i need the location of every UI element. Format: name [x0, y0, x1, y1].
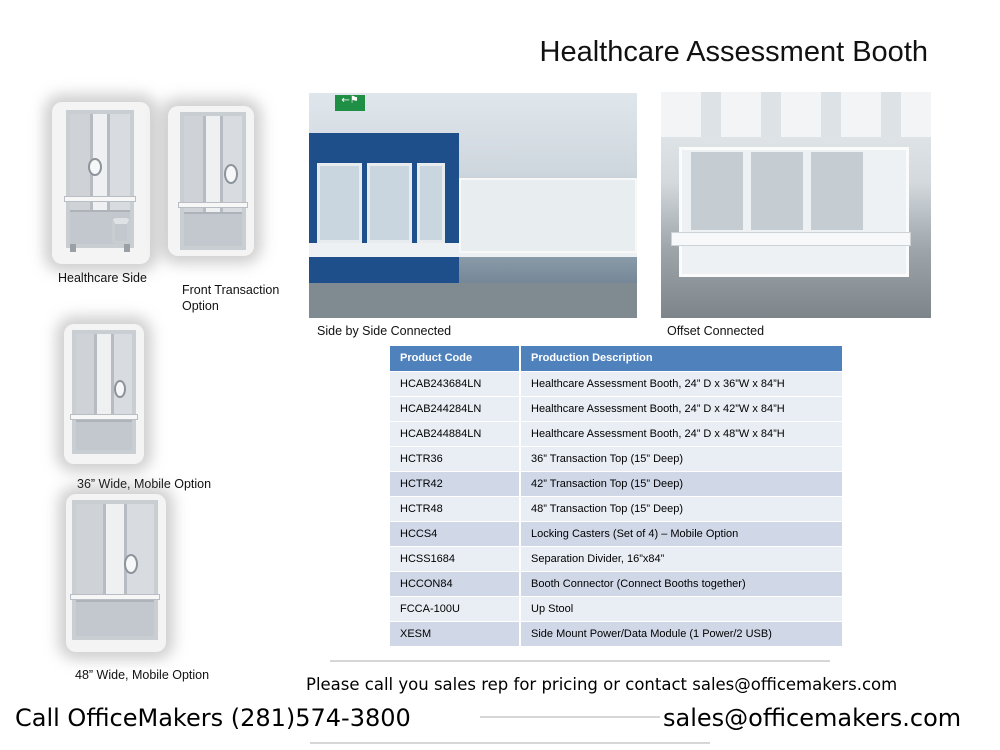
table-row [390, 371, 843, 396]
product-description: 48” Transaction Top (15” Deep) [520, 496, 843, 521]
caption-offset: Offset Connected [667, 324, 765, 338]
caption-36-wide: 36” Wide, Mobile Option [77, 477, 212, 491]
ghost-line [480, 716, 660, 718]
table-row [390, 471, 843, 496]
caption-front-transaction-line2: Option [182, 299, 219, 313]
table-header-row [390, 346, 843, 371]
product-description: Booth Connector (Connect Booths together) [520, 571, 843, 596]
product-description: Side Mount Power/Data Module (1 Power/2 USB) [520, 621, 843, 646]
table-row [390, 546, 843, 571]
caption-side-by-side: Side by Side Connected [317, 324, 452, 338]
product-code: HCTR48 [390, 496, 520, 521]
exit-sign-icon: ←⚑ [335, 95, 365, 111]
product-code: HCTR36 [390, 446, 520, 471]
product-description: Healthcare Assessment Booth, 24” D x 42”W x 84”H [520, 396, 843, 421]
product-description: 42” Transaction Top (15” Deep) [520, 471, 843, 496]
table-row [390, 596, 843, 621]
call-phone-line: Call OfficeMakers (281)574-3800 [15, 704, 411, 732]
contact-email[interactable]: sales@officemakers.com [663, 704, 962, 732]
table-row [390, 571, 843, 596]
ghost-line [310, 742, 710, 744]
product-description: Separation Divider, 16”x84” [520, 546, 843, 571]
product-code: XESM [390, 621, 520, 646]
product-code: HCAB244884LN [390, 421, 520, 446]
product-description: Up Stool [520, 596, 843, 621]
page-title: Healthcare Assessment Booth [539, 36, 928, 68]
product-code: HCAB243684LN [390, 371, 520, 396]
product-code: HCTR42 [390, 471, 520, 496]
product-code: HCCON84 [390, 571, 520, 596]
caption-front-transaction-line1: Front Transaction [182, 283, 280, 297]
caption-48-wide: 48” Wide, Mobile Option [75, 668, 210, 682]
product-code: HCAB244284LN [390, 396, 520, 421]
product-description: 36” Transaction Top (15” Deep) [520, 446, 843, 471]
header-description: Production Description [520, 346, 843, 371]
photo-side-by-side-connected [309, 93, 637, 318]
booth-drawing-36-wide [72, 330, 136, 454]
header-product-code: Product Code [390, 346, 520, 371]
product-description: Healthcare Assessment Booth, 24” D x 48”W x 84”H [520, 421, 843, 446]
product-code: HCSS1684 [390, 546, 520, 571]
pricing-notice: Please call you sales rep for pricing or contact sales@officemakers.com [306, 675, 898, 694]
table-row [390, 521, 843, 546]
ghost-line [330, 660, 830, 662]
table-row [390, 396, 843, 421]
table-row [390, 421, 843, 446]
booth-drawing-front-transaction [180, 112, 246, 250]
table-row [390, 446, 843, 471]
table-row [390, 496, 843, 521]
stool [112, 218, 130, 244]
product-description: Locking Casters (Set of 4) – Mobile Option [520, 521, 843, 546]
table-row [390, 621, 843, 646]
photo-offset-connected [661, 92, 931, 318]
product-description: Healthcare Assessment Booth, 24” D x 36”W x 84”H [520, 371, 843, 396]
product-code: HCCS4 [390, 521, 520, 546]
booth-drawing-48-wide [72, 500, 158, 640]
caption-healthcare-side: Healthcare Side [58, 271, 147, 285]
product-table [390, 346, 844, 646]
product-code: FCCA-100U [390, 596, 520, 621]
